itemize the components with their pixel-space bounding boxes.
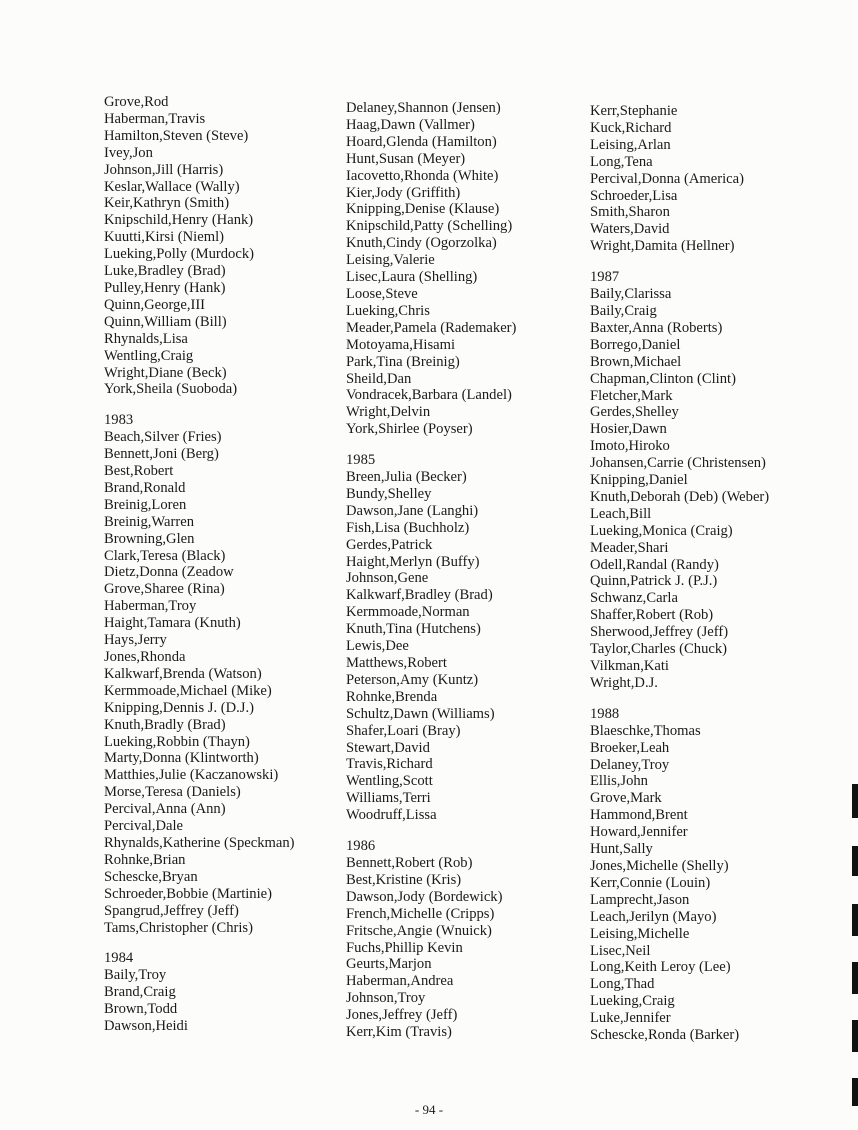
name-entry: Hays,Jerry [104,632,167,649]
name-entry: Luke,Jennifer [590,1010,671,1027]
name-entry: Hoard,Glenda (Hamilton) [346,133,497,150]
name-entry: Ivey,Jon [104,144,153,161]
name-entry: Quinn,William (Bill) [104,313,227,330]
name-entry: Knipping,Dennis J. (D.J.) [104,699,254,716]
name-entry: Lisec,Laura (Shelling) [346,269,478,286]
name-entry: Wright,D.J. [590,674,658,691]
name-entry: Kerr,Kim (Travis) [346,1024,452,1041]
name-entry: Jones,Michelle (Shelly) [590,857,729,874]
year-heading: 1983 [104,412,134,429]
name-entry: Imoto,Hiroko [590,438,670,455]
name-entry: Fritsche,Angie (Wnuick) [346,922,492,939]
name-entry: York,Shirlee (Poyser) [346,421,473,438]
name-entry: Wright,Damita (Hellner) [590,238,735,255]
name-entry: Percival,Dale [104,818,184,835]
name-entry: Knuth,Cindy (Ogorzolka) [346,235,497,252]
name-entry: Haight,Tamara (Knuth) [104,615,241,632]
name-entry: Broeker,Leah [590,739,670,756]
name-entry: Vondracek,Barbara (Landel) [346,387,512,404]
name-entry: Knipschild,Patty (Schelling) [346,218,513,235]
name-entry: Long,Keith Leroy (Lee) [590,959,731,976]
name-entry: Schroeder,Lisa [590,187,678,204]
name-entry: Percival,Donna (America) [590,170,744,187]
name-entry: Kuck,Richard [590,119,672,136]
name-entry: Pulley,Henry (Hank) [104,279,226,296]
name-entry: Waters,David [590,221,670,238]
name-entry: Borrego,Daniel [590,336,681,353]
name-entry: Kerr,Connie (Louin) [590,874,711,891]
name-entry: York,Sheila (Suoboda) [104,381,238,398]
name-entry: Rohnke,Brian [104,851,186,868]
name-entry: Rohnke,Brenda [346,688,438,705]
name-entry: Fish,Lisa (Buchholz) [346,519,470,536]
name-entry: Tams,Christopher (Chris) [104,919,253,936]
name-entry: Marty,Donna (Klintworth) [104,750,259,767]
name-entry: Odell,Randal (Randy) [590,556,719,573]
name-entry: Brown,Michael [590,353,682,370]
name-entry: Peterson,Amy (Kuntz) [346,671,479,688]
name-entry: Blaeschke,Thomas [590,722,701,739]
name-entry: Howard,Jennifer [590,824,688,841]
name-entry: Schroeder,Bobbie (Martinie) [104,885,272,902]
name-entry: Rhynalds,Katherine (Speckman) [104,834,295,851]
name-entry: Morse,Teresa (Daniels) [104,784,241,801]
name-entry: Browning,Glen [104,530,195,547]
name-entry: Woodruff,Lissa [346,807,437,824]
name-entry: Best,Robert [104,463,174,480]
name-entry: Hamilton,Steven (Steve) [104,127,249,144]
name-entry: Knipschild,Henry (Hank) [104,212,254,229]
name-entry: Leising,Valerie [346,252,435,269]
name-entry: Best,Kristine (Kris) [346,871,462,888]
name-entry: Leach,Bill [590,505,652,522]
name-entry: Long,Tena [590,153,653,170]
name-entry: Sheild,Dan [346,370,412,387]
name-entry: Wentling,Craig [104,347,194,364]
name-entry: Quinn,Patrick J. (P.J.) [590,573,718,590]
name-entry: Taylor,Charles (Chuck) [590,641,727,658]
name-entry: Kalkwarf,Brenda (Watson) [104,665,262,682]
name-entry: Hosier,Dawn [590,421,667,438]
scan-edge-mark [852,846,858,876]
name-entry: Kier,Jody (Griffith) [346,184,461,201]
name-entry: Gerdes,Shelley [590,404,679,421]
name-entry: Rhynalds,Lisa [104,330,188,347]
name-entry: Shafer,Loari (Bray) [346,722,461,739]
name-entry: Leising,Michelle [590,925,690,942]
name-entry: Brand,Craig [104,984,176,1001]
name-entry: Loose,Steve [346,285,418,302]
name-entry: Lueking,Craig [590,993,675,1010]
scan-edge-mark [852,784,858,818]
name-entry: Jones,Jeffrey (Jeff) [346,1007,458,1024]
name-entry: Schescke,Bryan [104,868,198,885]
name-entry: Johnson,Troy [346,990,426,1007]
name-entry: Williams,Terri [346,790,431,807]
name-entry: Jones,Rhonda [104,649,186,665]
scan-edge-mark [852,904,858,936]
name-entry: Kermmoade,Michael (Mike) [104,682,272,699]
name-entry: Haberman,Andrea [346,973,454,990]
name-entry: Fletcher,Mark [590,387,673,404]
name-entry: Knuth,Deborah (Deb) (Weber) [590,488,770,505]
name-entry: Lueking,Chris [346,302,430,319]
name-entry: Delaney,Troy [590,756,670,773]
name-entry: Haberman,Troy [104,598,197,615]
name-entry: Haberman,Travis [104,110,206,127]
name-entry: Brand,Ronald [104,479,186,496]
name-entry: Stewart,David [346,739,430,756]
year-heading: 1986 [346,838,376,855]
name-entry: Knuth,Bradly (Brad) [104,716,226,733]
scan-edge-mark [852,1020,858,1052]
page-number: - 94 - [414,1102,444,1117]
name-entry: Wright,Diane (Beck) [104,364,227,381]
year-heading: 1987 [590,269,620,286]
name-entry: Ellis,John [590,773,648,790]
name-entry: Dawson,Jody (Bordewick) [346,888,503,905]
name-entry: Lisec,Neil [590,942,651,959]
year-heading: 1984 [104,950,134,967]
name-entry: Johnson,Gene [346,570,429,587]
name-entry: Matthews,Robert [346,655,447,671]
name-entry: Luke,Bradley (Brad) [104,263,226,280]
name-entry: Schultz,Dawn (Williams) [346,705,495,722]
name-entry: Johansen,Carrie (Christensen) [590,455,766,472]
name-entry: Geurts,Marjon [346,956,432,973]
name-entry: French,Michelle (Cripps) [346,905,495,922]
scan-edge-mark [852,1078,858,1106]
name-entry: Knuth,Tina (Hutchens) [346,621,481,638]
year-heading: 1988 [590,705,620,722]
name-entry: Baxter,Anna (Roberts) [590,319,723,336]
name-entry: Wright,Delvin [346,404,431,421]
name-entry: Shaffer,Robert (Rob) [590,607,714,624]
scan-edge-mark [852,962,858,994]
name-entry: Hammond,Brent [590,807,688,824]
name-entry: Travis,Richard [346,756,433,773]
name-entry: Schescke,Ronda (Barker) [590,1027,740,1044]
name-entry: Motoyama,Hisami [346,336,456,353]
name-entry: Dawson,Jane (Langhi) [346,502,479,519]
name-entry: Fuchs,Phillip Kevin [346,939,463,956]
name-entry: Bennett,Joni (Berg) [104,446,219,463]
name-entry: Smith,Sharon [590,204,670,221]
name-entry: Bundy,Shelley [346,485,432,502]
name-entry: Chapman,Clinton (Clint) [590,370,736,387]
name-entry: Leach,Jerilyn (Mayo) [590,908,717,925]
name-entry: Meader,Shari [590,539,669,556]
name-entry: Haight,Merlyn (Buffy) [346,553,480,570]
name-entry: Dietz,Donna (Zeadow [104,564,234,581]
name-entry: Spangrud,Jeffrey (Jeff) [104,902,239,919]
name-entry: Knipping,Denise (Klause) [346,201,500,218]
name-entry: Kermmoade,Norman [346,604,470,621]
name-entry: Breen,Julia (Becker) [346,469,467,486]
name-entry: Lueking,Monica (Craig) [590,522,733,539]
name-entry: Baily,Craig [590,302,657,319]
name-entry: Grove,Mark [590,790,662,807]
name-entry: Meader,Pamela (Rademaker) [346,319,517,336]
name-entry: Kalkwarf,Bradley (Brad) [346,587,493,604]
column-2 [346,100,516,1041]
name-entry: Lamprecht,Jason [590,891,690,908]
name-entry: Park,Tina (Breinig) [346,353,460,370]
name-entry: Percival,Anna (Ann) [104,801,226,818]
name-entry: Delaney,Shannon (Jensen) [346,100,501,116]
name-entry: Grove,Rod [104,94,169,110]
name-entry: Lewis,Dee [346,638,409,655]
name-entry: Breinig,Warren [104,513,194,530]
name-entry: Kuutti,Kirsi (Nieml) [104,229,224,246]
name-entry: Clark,Teresa (Black) [104,547,226,564]
name-entry: Hunt,Susan (Meyer) [346,150,466,167]
name-entry: Bennett,Robert (Rob) [346,854,473,871]
name-entry: Johnson,Jill (Harris) [104,161,224,178]
name-entry: Kerr,Stephanie [590,103,678,119]
name-entry: Keir,Kathryn (Smith) [104,195,230,212]
name-entry: Iacovetto,Rhonda (White) [346,167,499,184]
name-entry: Knipping,Daniel [590,472,688,489]
name-entry: Long,Thad [590,976,655,993]
name-entry: Breinig,Loren [104,496,187,513]
name-entry: Lueking,Robbin (Thayn) [104,733,250,750]
name-entry: Haag,Dawn (Vallmer) [346,116,475,133]
name-entry: Grove,Sharee (Rina) [104,581,225,598]
name-entry: Vilkman,Kati [590,658,669,674]
name-entry: Hunt,Sally [590,841,653,858]
name-entry: Quinn,George,III [104,296,206,313]
column-3 [590,103,769,1044]
name-entry: Wentling,Scott [346,773,433,790]
name-entry: Gerdes,Patrick [346,536,433,553]
name-entry: Leising,Arlan [590,136,671,153]
name-entry: Matthies,Julie (Kaczanowski) [104,767,279,784]
name-entry: Sherwood,Jeffrey (Jeff) [590,624,729,641]
name-entry: Brown,Todd [104,1001,178,1018]
year-heading: 1985 [346,452,376,469]
name-entry: Lueking,Polly (Murdock) [104,246,254,263]
name-entry: Baily,Troy [104,967,167,984]
column-1 [104,94,294,1035]
name-entry: Baily,Clarissa [590,286,672,303]
name-entry: Dawson,Heidi [104,1018,188,1035]
name-entry: Keslar,Wallace (Wally) [104,178,240,195]
name-entry: Schwanz,Carla [590,590,678,607]
name-entry: Beach,Silver (Fries) [104,429,222,446]
